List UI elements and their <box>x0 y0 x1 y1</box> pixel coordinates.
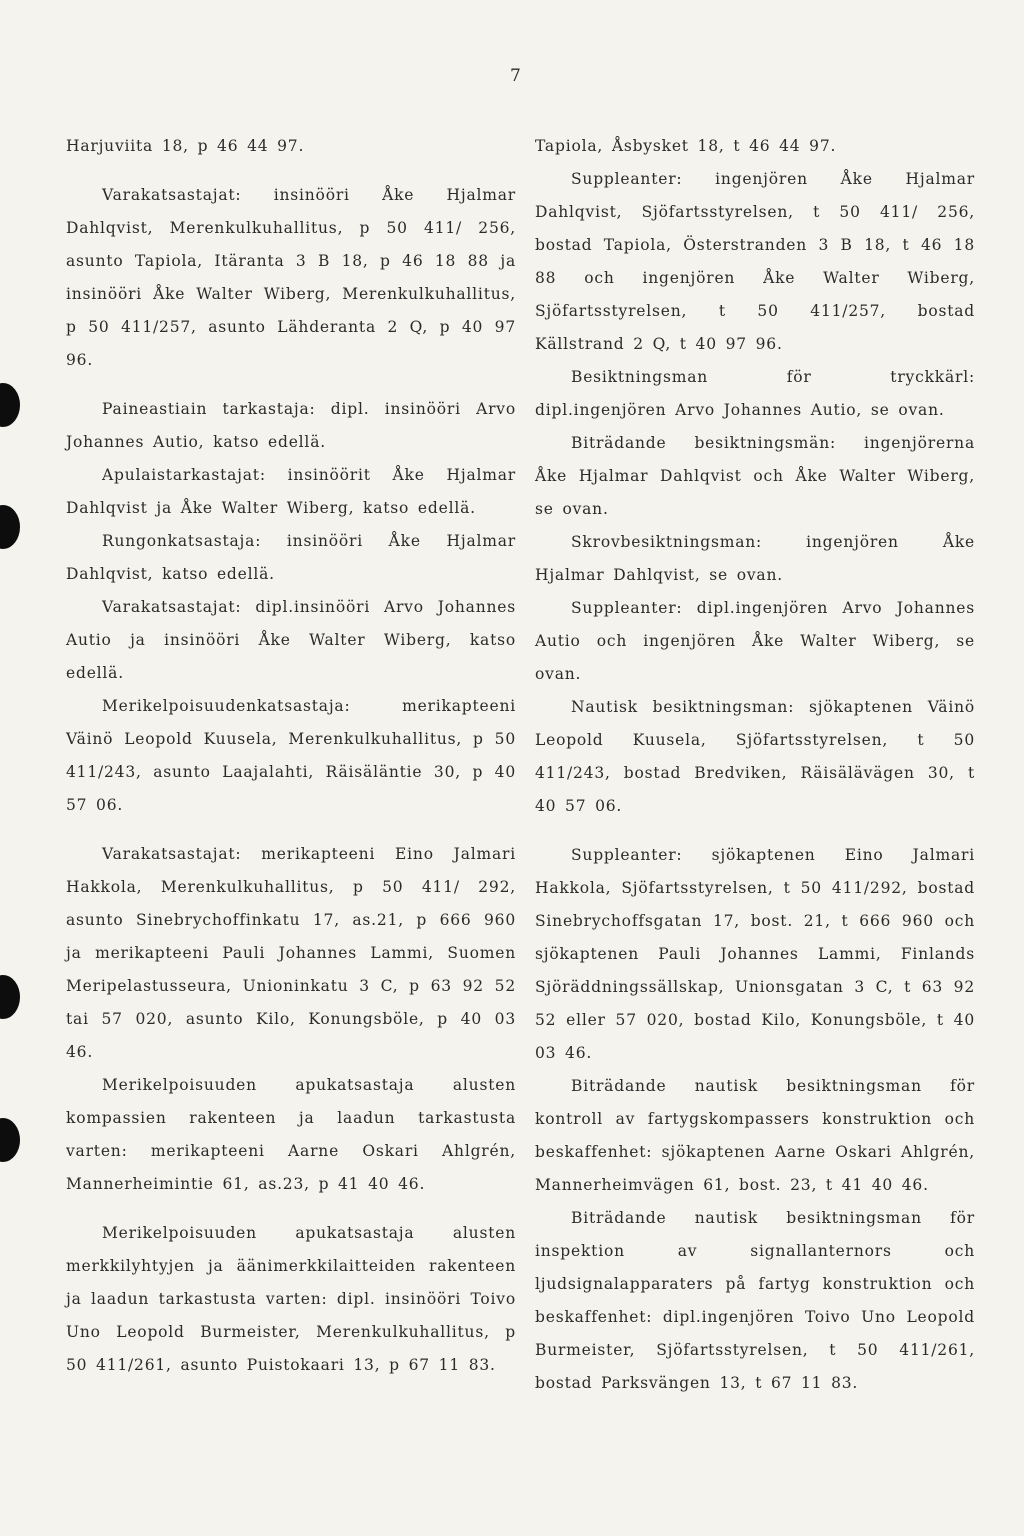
paragraph: Nautisk besiktningsman: sjökaptenen Väinö Leopold Kuusela, Sjöfartsstyrelsen, t 50 411/243, bostad Bredviken, Räisälävägen 30, t 40 57 06. <box>535 698 975 815</box>
paragraph: Varakatsastajat: dipl.insinööri Arvo Johannes Autio ja insinööri Åke Walter Wiberg, katso edellä. <box>66 598 516 682</box>
paragraph: Biträdande nautisk besiktningsman för kontroll av fartygskompassers konstruktion och beskaffenhet: sjökaptenen Aarne Oskari Ahlgrén, Mannerheimvägen 61, bost. 23, t 41 40 46. <box>535 1077 975 1194</box>
punch-hole <box>0 505 20 549</box>
punch-hole <box>0 1118 20 1162</box>
paragraph: Suppleanter: ingenjören Åke Hjalmar Dahlqvist, Sjöfartsstyrelsen, t 50 411/ 256, bostad Tapiola, Österstranden 3 B 18, t 46 18 88 och ingenjören Åke Walter Wiberg, Sjöfartsstyrelsen, t 50 411/257, bostad Källstrand 2 Q, t 40 97 96. <box>535 170 975 353</box>
paragraph: Besiktningsman för tryckkärl: dipl.ingenjören Arvo Johannes Autio, se ovan. <box>535 368 975 419</box>
paragraph: Varakatsastajat: merikapteeni Eino Jalmari Hakkola, Merenkulkuhallitus, p 50 411/ 292, asunto Sinebrychoffinkatu 17, as.21, p 666 960 ja merikapteeni Pauli Johannes Lammi, Suomen Meripelastusseura, Unioninkatu 3 C, p 63 92 52 tai 57 020, asunto Kilo, Konungsböle, p 40 03 46. <box>66 845 516 1061</box>
paragraph: Harjuviita 18, p 46 44 97. <box>66 137 305 155</box>
swedish-column <box>535 130 975 1400</box>
paragraph: Merikelpoisuudenkatsastaja: merikapteeni Väinö Leopold Kuusela, Merenkulkuhallitus, p 50 411/243, asunto Laajalahti, Räisäläntie 30, p 40 57 06. <box>66 697 516 814</box>
paragraph: Biträdande besiktningsmän: ingenjörerna Åke Hjalmar Dahlqvist och Åke Walter Wiberg, se ovan. <box>535 434 975 518</box>
finnish-column <box>66 130 516 1382</box>
page-number: 7 <box>510 66 521 86</box>
paragraph: Apulaistarkastajat: insinöörit Åke Hjalmar Dahlqvist ja Åke Walter Wiberg, katso edellä. <box>66 466 516 517</box>
paragraph: Tapiola, Åsbysket 18, t 46 44 97. <box>535 137 837 155</box>
paragraph: Varakatsastajat: insinööri Åke Hjalmar Dahlqvist, Merenkulkuhallitus, p 50 411/ 256, asunto Tapiola, Itäranta 3 B 18, p 46 18 88 ja insinööri Åke Walter Wiberg, Merenkulkuhallitus, p 50 411/257, asunto Lähderanta 2 Q, p 40 97 96. <box>66 186 516 369</box>
paragraph: Merikelpoisuuden apukatsastaja alusten kompassien rakenteen ja laadun tarkastusta varten: merikapteeni Aarne Oskari Ahlgrén, Mannerheimintie 61, as.23, p 41 40 46. <box>66 1076 516 1193</box>
paragraph: Suppleanter: dipl.ingenjören Arvo Johannes Autio och ingenjören Åke Walter Wiberg, se ovan. <box>535 599 975 683</box>
paragraph: Skrovbesiktningsman: ingenjören Åke Hjalmar Dahlqvist, se ovan. <box>535 533 975 584</box>
paragraph: Paineastiain tarkastaja: dipl. insinööri Arvo Johannes Autio, katso edellä. <box>66 400 516 451</box>
paragraph: Rungonkatsastaja: insinööri Åke Hjalmar Dahlqvist, katso edellä. <box>66 532 516 583</box>
paragraph: Suppleanter: sjökaptenen Eino Jalmari Hakkola, Sjöfartsstyrelsen, t 50 411/292, bostad Sinebrychoffsgatan 17, bost. 21, t 666 960 och sjökaptenen Pauli Johannes Lammi, Finlands Sjöräddningssällskap, Unionsgatan 3 C, t 63 92 52 eller 57 020, bostad Kilo, Konungsböle, t 40 03 46. <box>535 846 975 1062</box>
punch-hole <box>0 383 20 427</box>
paragraph: Merikelpoisuuden apukatsastaja alusten merkkilyhtyjen ja äänimerkkilaitteiden rakenteen ja laadun tarkastusta varten: dipl. insinööri Toivo Uno Leopold Burmeister, Merenkulkuhallitus, p 50 411/261, asunto Puistokaari 13, p 67 11 83. <box>66 1224 516 1374</box>
punch-hole <box>0 975 20 1019</box>
paragraph: Biträdande nautisk besiktningsman för inspektion av signallanternors och ljudsignalapparaters på fartyg konstruktion och beskaffenhet: dipl.ingenjören Toivo Uno Leopold Burmeister, Sjöfartsstyrelsen, t 50 411/261, bostad Parksvängen 13, t 67 11 83. <box>535 1209 975 1392</box>
